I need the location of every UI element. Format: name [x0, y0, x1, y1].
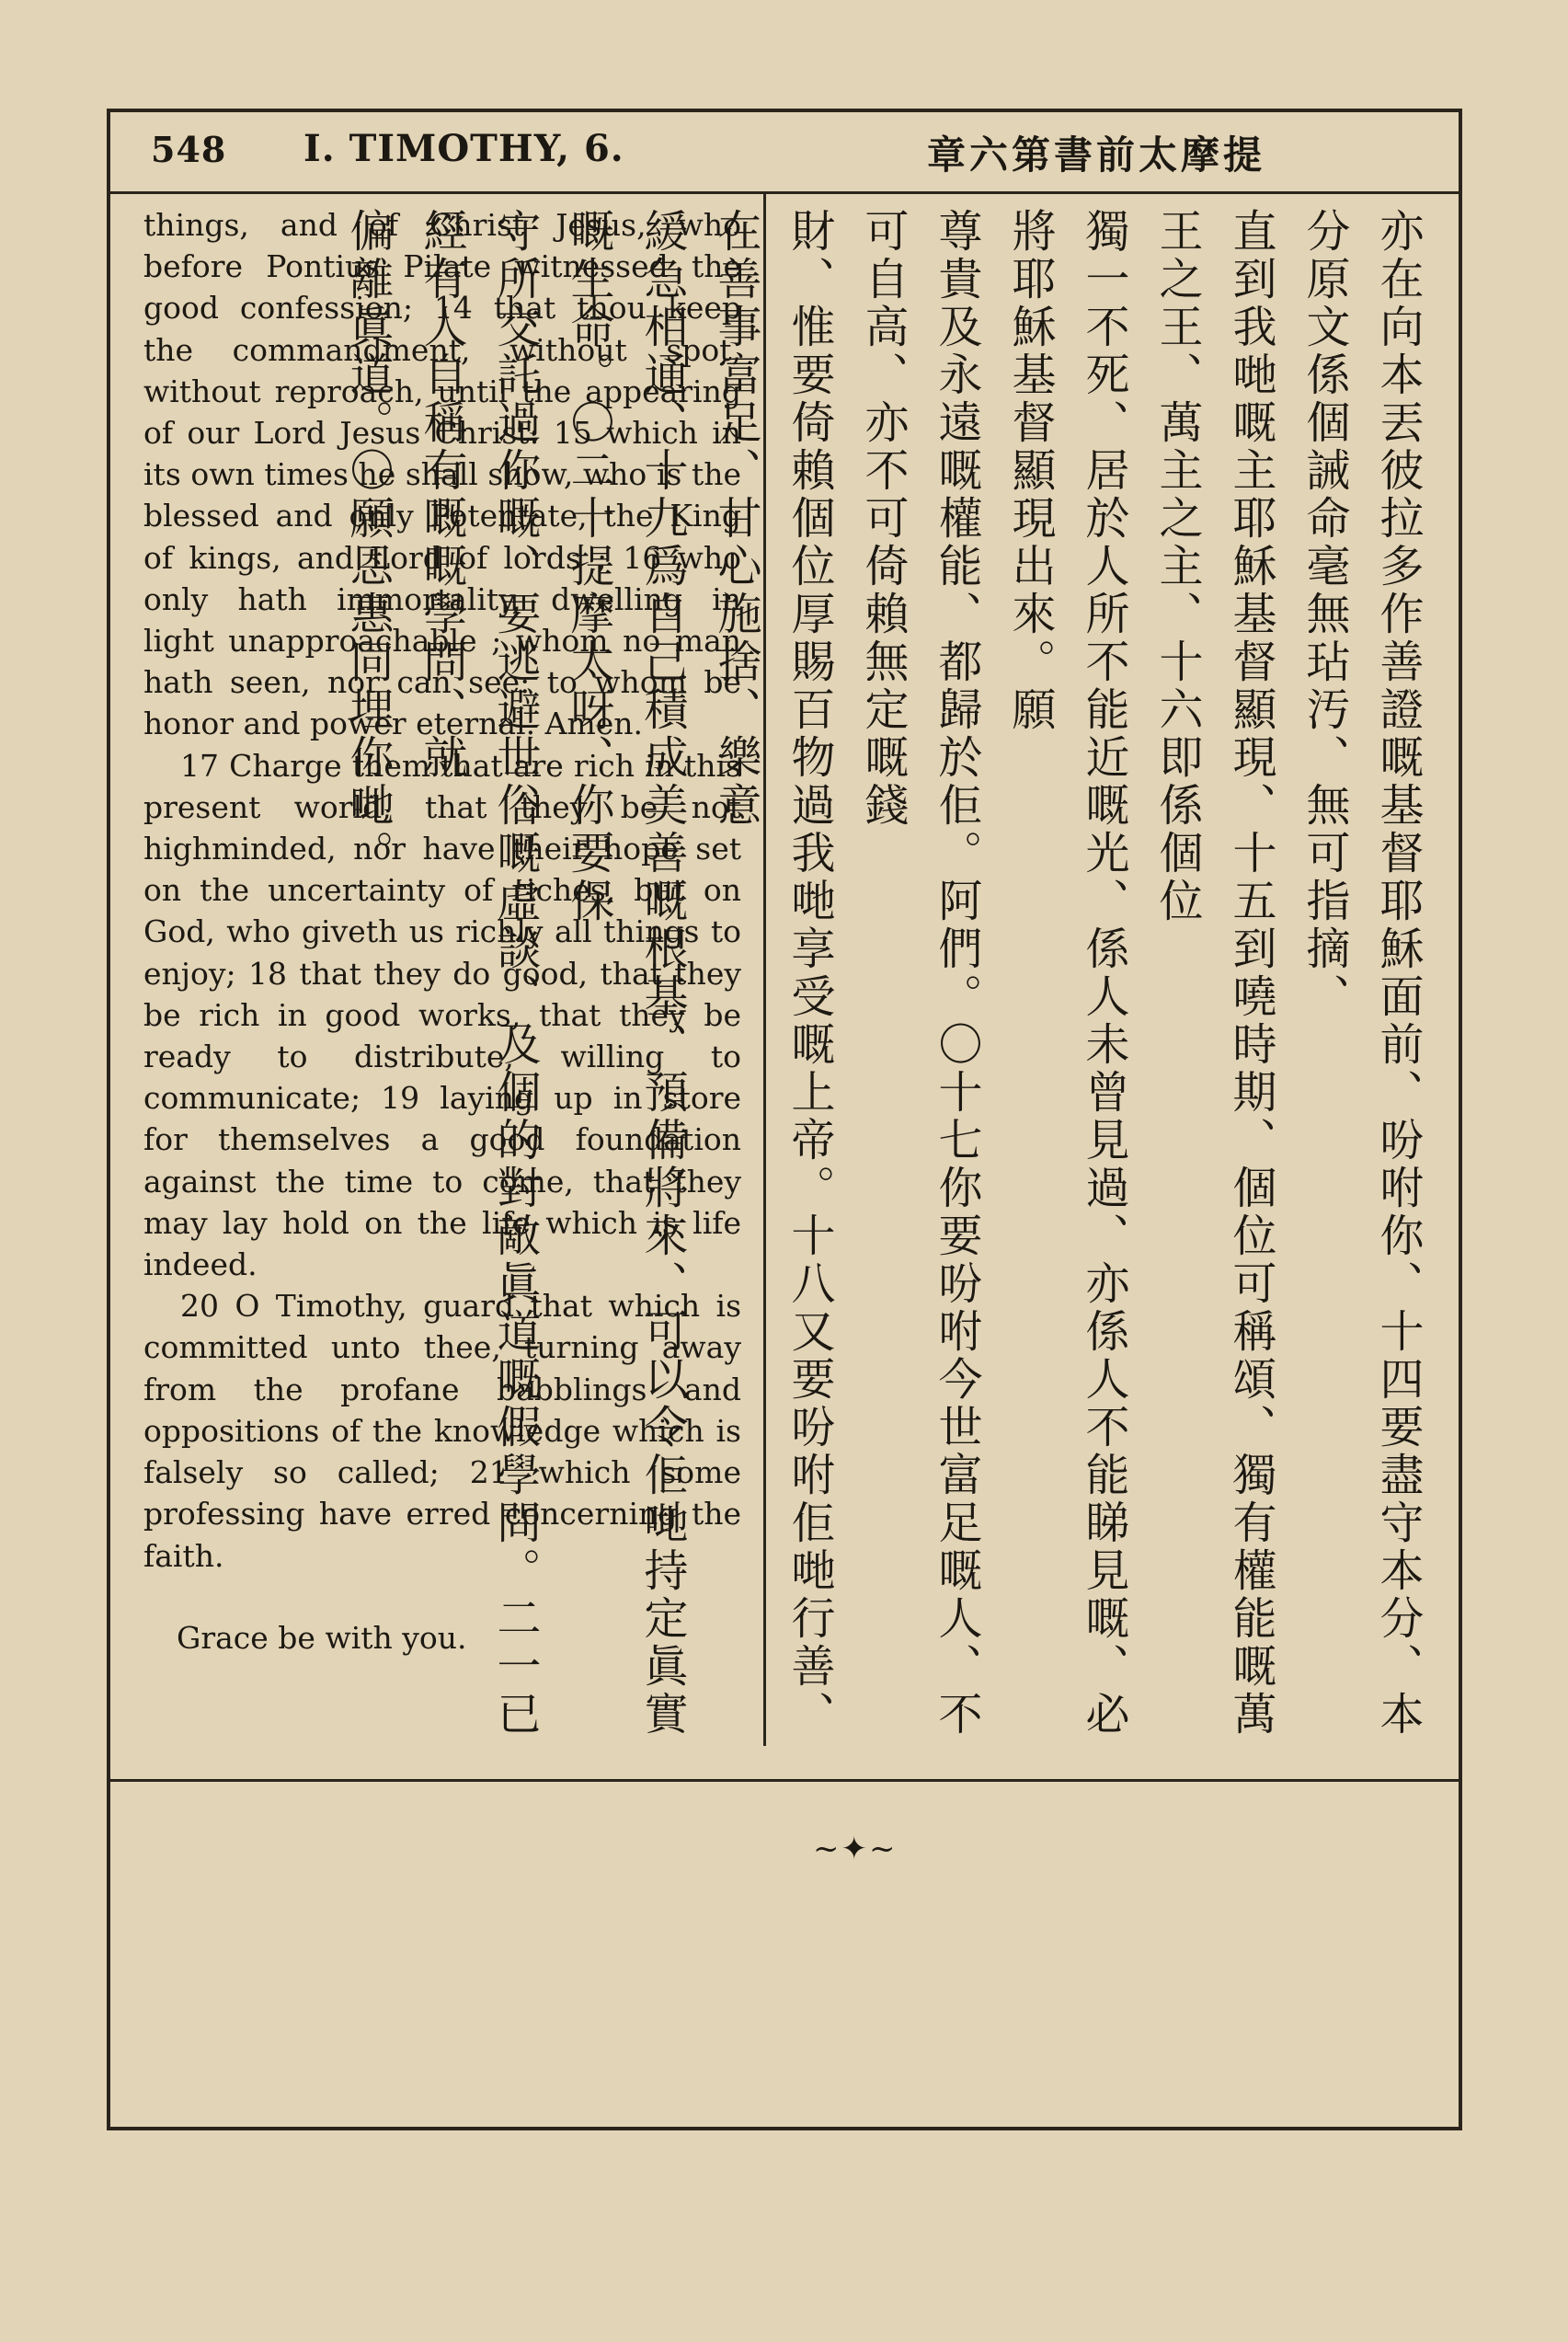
chinese-line-2: 直到我哋嘅主耶穌基督顯現、十五到嘵時期、個位可稱頌、獨有權能嘅萬王之王、萬主之主、十六即係個位 — [1151, 208, 1276, 1739]
english-closing: Grace be with you. — [177, 1619, 467, 1656]
english-paragraph-3: 20 O Timothy, guard that which is committed unto thee, turning away from the profane babblings and oppositions of the knowledge which is falsely so called; 21 which some professing have erred concerning the faith. — [143, 1288, 741, 1574]
chinese-line-1: 亦在向本丟彼拉多作善證嘅基督耶穌面前、吩咐你、十四要盡守本分、本分原文係個誡命毫無玷汚、無可指摘、 — [1299, 208, 1424, 1739]
english-paragraph-1: things, and of Christ Jesus, who before Pontius Pilate witnessed the good confession; 14 that thou keep the commandment, without spot, without reproach, until the appearing of our Lord Jesus Christ: 15 which in its own times he shall show, who is the blessed and only Potentate, the King of kings, and Lord of lords ; 16 who only hath immortality, dwelling in light unapproachable ; whom no man hath seen, nor can see: to whom be honor and power eternal. Amen. — [143, 207, 741, 742]
page-header — [110, 112, 1459, 194]
running-title-english: I. TIMOTHY, 6. — [303, 127, 624, 170]
chinese-line-3: 獨一不死、居於人所不能近嘅光、係人未曾見過、亦係人不能睇見嘅、必將耶穌基督顯現出來。願 — [1004, 208, 1129, 1739]
english-paragraph-2: 17 Charge them that are rich in this present world, that they be not highminded, nor have their hope set on the uncertainty of riches, but on God, who giveth us richly all things to enjoy; 18 that they do good, that they be rich in good works, that they be ready to distribute, willing to communicate; 19 laying up in store for themselves a good foundation against the time to come, that they may lay hold on the life which is life indeed. — [143, 747, 741, 1283]
end-ornament: ~✦~ — [813, 1831, 898, 1867]
bottom-rule — [110, 1779, 1459, 1782]
running-title-chinese: 章六第書前太摩提 — [926, 132, 1265, 178]
chinese-line-7: 守所交託過你嘅、要逃避世俗嘅虛談、及個的對敵眞道嘅假學問。二一已經有人自稱有嘅嘅學問、就 — [416, 208, 541, 1739]
chinese-line-8: 偏離眞道。〇願恩惠同埋你哋。 — [342, 208, 394, 878]
chinese-line-4: 尊貴及永遠嘅權能、都歸於佢。阿們。〇十七你要吩咐今世富足嘅人、不可自高、亦不可倚賴無定嘅錢 — [857, 208, 982, 1739]
page-number: 548 — [151, 129, 227, 170]
chinese-line-6: 緩急相通、十九爲自己積成美善嘅根基、預備將來、可以令佢哋持定眞實嘅生命。〇二十提摩太呀、你要保 — [563, 208, 688, 1739]
page-frame — [107, 109, 1462, 2130]
chinese-line-5: 財、惟要倚賴個位厚賜百物過我哋享受嘅上帝。十八又要吩咐佢哋行善、在善事富足、甘心施捨、樂意 — [710, 208, 835, 1739]
